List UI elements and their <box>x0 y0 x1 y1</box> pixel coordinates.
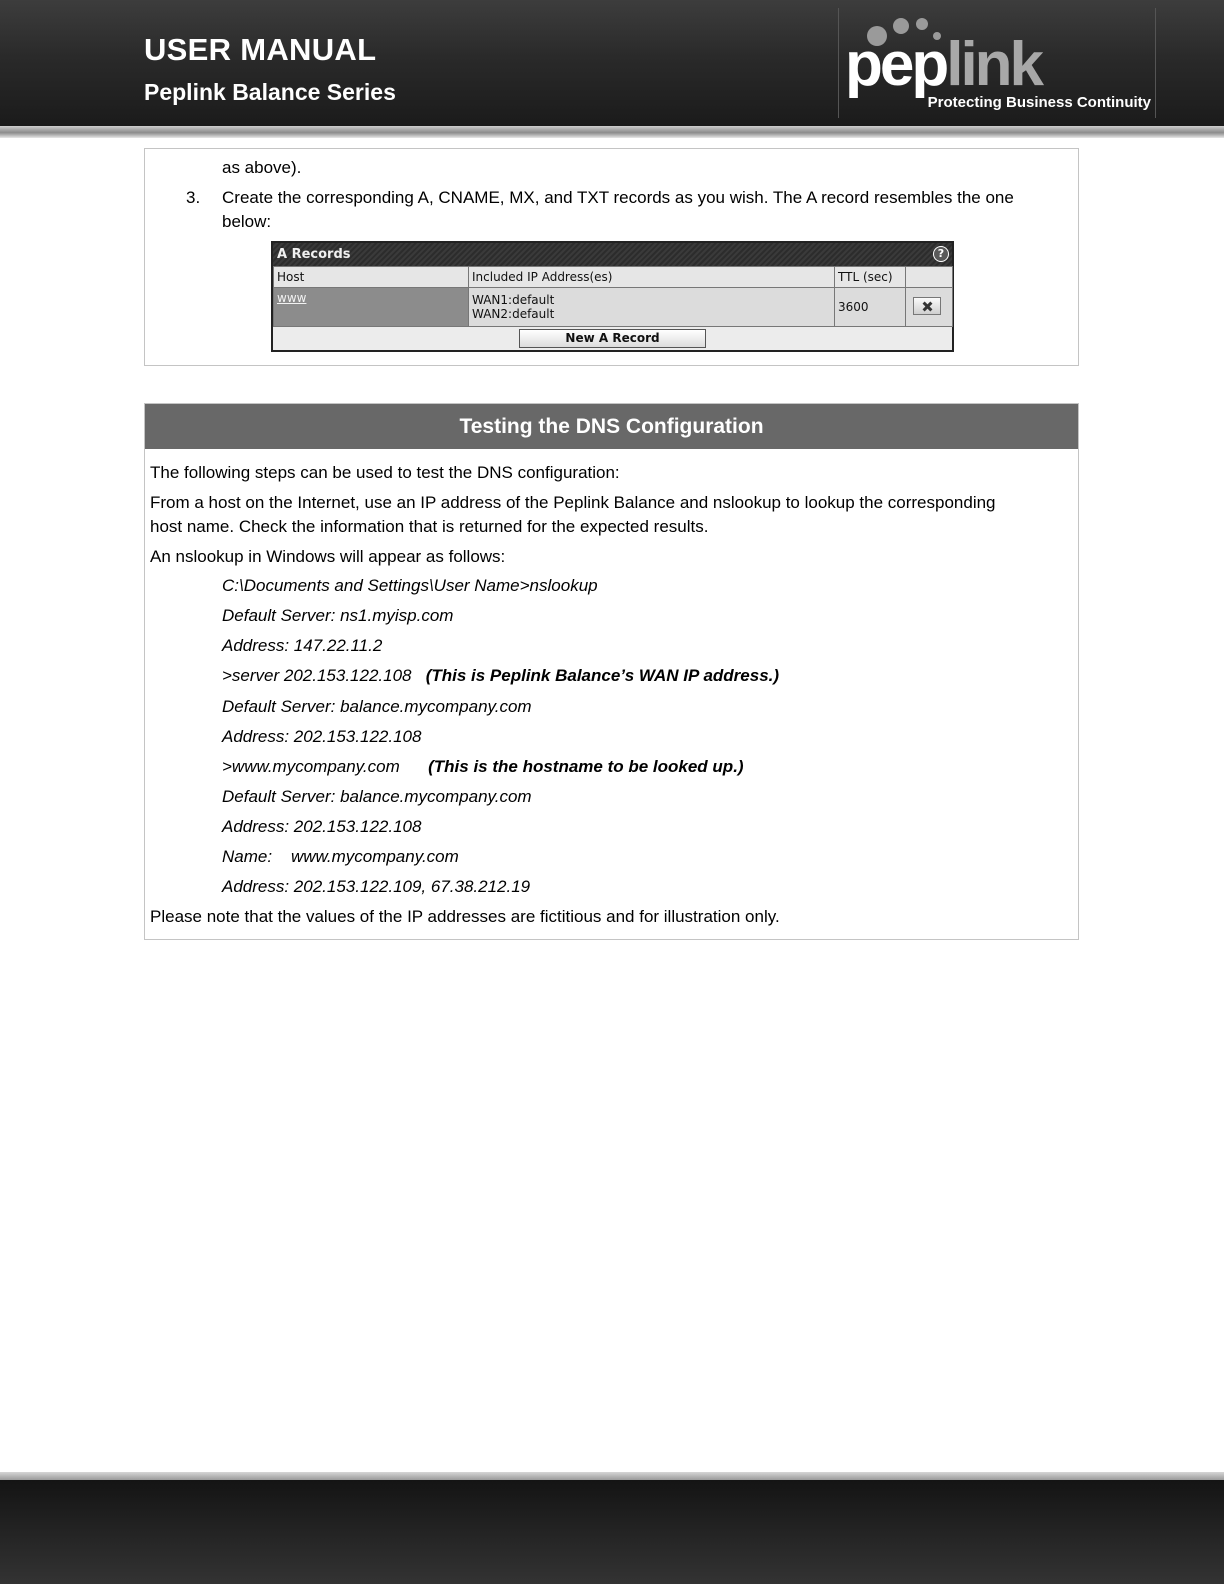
code-line <box>222 875 530 899</box>
code-text: Default Server: balance.mycompany.com <box>222 787 532 806</box>
a-records-table <box>273 266 953 327</box>
windows-intro: An nslookup in Windows will appear as follows: <box>150 547 506 566</box>
code-text: Address: 202.153.122.108 <box>222 727 422 746</box>
step-number: 3. <box>186 188 201 207</box>
manual-subtitle: Peplink Balance Series <box>144 79 396 105</box>
code-line <box>222 815 421 839</box>
code-text: >www.mycompany.com <box>222 757 429 776</box>
table-row <box>274 288 953 327</box>
code-line <box>222 845 459 869</box>
step-text-line1: Create the corresponding A, CNAME, MX, and TXT records as you wish. The A record resembles the one <box>222 188 1014 207</box>
logo-word-pep: pep <box>845 30 947 99</box>
code-text: Address: 202.153.122.109, 67.38.212.19 <box>222 877 531 896</box>
column-header-host: Host <box>274 267 469 288</box>
code-text: Default Server: ns1.myisp.com <box>222 606 454 625</box>
code-text: Name: www.mycompany.com <box>222 847 459 866</box>
step-text-line2: below: <box>222 212 272 231</box>
a-records-title-bar <box>273 243 952 266</box>
testing-intro: The following steps can be used to test the DNS configuration: <box>150 463 620 482</box>
code-text: >server 202.153.122.108 <box>222 666 426 685</box>
code-line <box>222 725 421 749</box>
code-line <box>222 695 532 719</box>
code-line <box>222 785 532 809</box>
code-note: (This is Peplink Balance’s WAN IP address.) <box>425 666 780 685</box>
code-line <box>222 664 779 688</box>
table-header-row <box>274 267 953 288</box>
footer-divider <box>0 1472 1224 1480</box>
code-text: C:\Documents and Settings\User Name>nslookup <box>222 576 598 595</box>
closing-note: Please note that the values of the IP addresses are fictitious and for illustration only. <box>150 907 780 926</box>
host-link[interactable]: www <box>277 291 307 305</box>
new-a-record-button[interactable]: New A Record <box>519 329 706 348</box>
header-divider <box>0 126 1224 138</box>
host-cell <box>274 288 469 327</box>
section-heading: Testing the DNS Configuration <box>145 404 1078 449</box>
code-note: (This is the hostname to be looked up.) <box>428 757 744 776</box>
code-text: Address: 147.22.11.2 <box>222 636 383 655</box>
action-cell <box>906 288 953 327</box>
ip-cell <box>469 288 835 327</box>
testing-paragraph-line1: From a host on the Internet, use an IP address of the Peplink Balance and nslookup to lookup the corresponding <box>150 493 996 512</box>
page-footer <box>0 1480 1224 1584</box>
peplink-logo <box>838 8 1156 118</box>
manual-title: USER MANUAL <box>144 32 377 67</box>
code-line <box>222 755 744 779</box>
ip-line-wan2: WAN2:default <box>472 307 555 321</box>
ip-line-wan1: WAN1:default <box>472 293 555 307</box>
code-line <box>222 574 598 598</box>
help-icon[interactable]: ? <box>933 246 949 262</box>
logo-tagline: Protecting Business Continuity <box>927 94 1151 111</box>
logo-dot-small <box>916 18 928 30</box>
code-line <box>222 604 453 628</box>
logo-word-link: link <box>946 30 1042 99</box>
code-line <box>222 634 382 658</box>
a-records-panel <box>271 241 954 352</box>
column-header-action <box>906 267 953 288</box>
logo-wordmark <box>845 30 1042 99</box>
ttl-cell: 3600 <box>835 288 906 327</box>
code-text: Address: 202.153.122.108 <box>222 817 422 836</box>
step-continuation-text: as above). <box>222 158 302 177</box>
a-records-title: A Records <box>277 247 351 262</box>
page-header <box>0 0 1224 126</box>
testing-paragraph-line2: host name. Check the information that is returned for the expected results. <box>150 517 709 536</box>
delete-record-button[interactable] <box>913 297 941 315</box>
column-header-ip: Included IP Address(es) <box>469 267 835 288</box>
column-header-ttl: TTL (sec) <box>835 267 906 288</box>
code-text: Default Server: balance.mycompany.com <box>222 697 532 716</box>
